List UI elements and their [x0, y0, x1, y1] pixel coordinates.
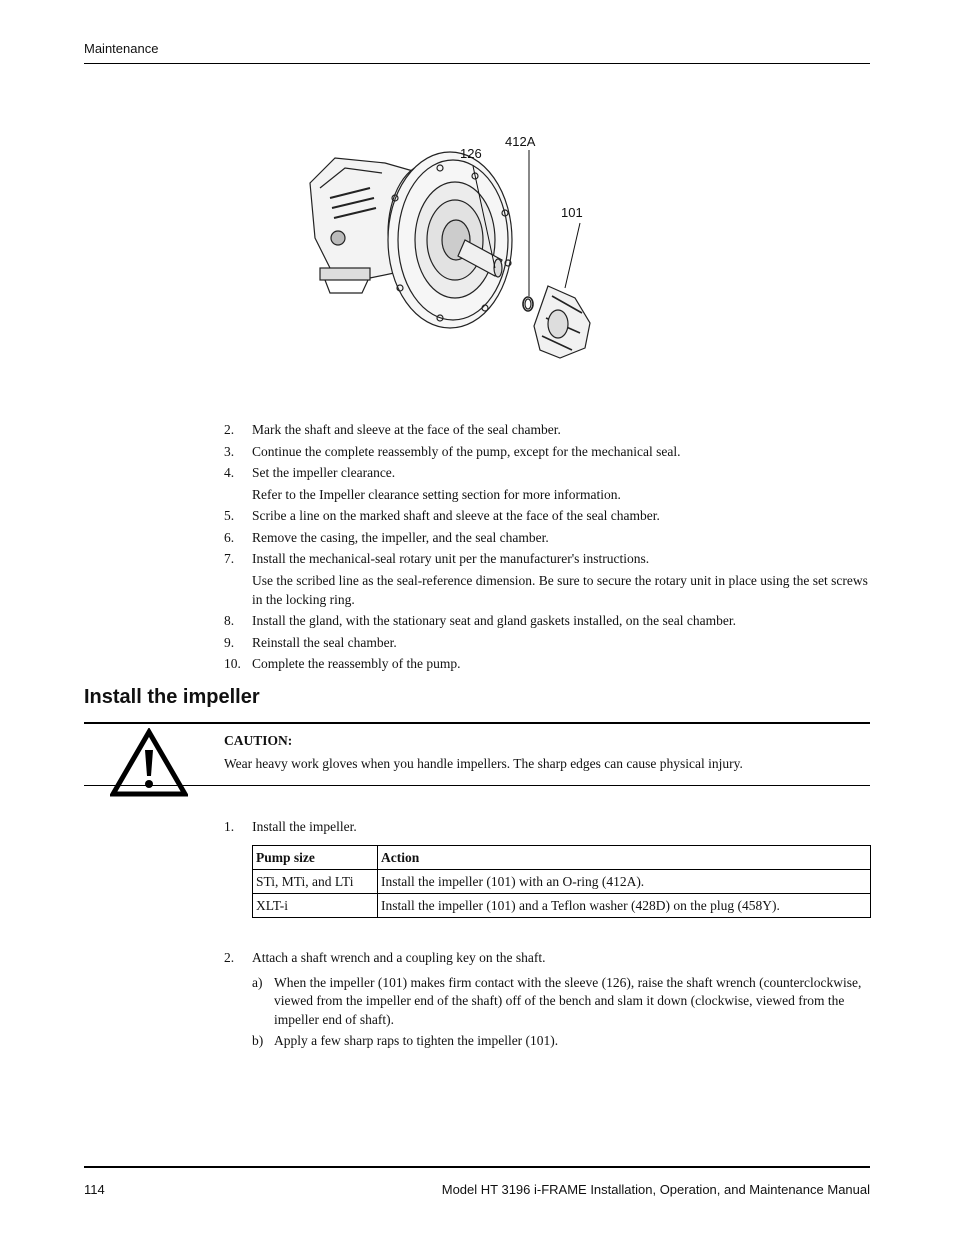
- pump-size-table: [252, 845, 871, 918]
- reassembly-steps: [224, 420, 870, 676]
- list-item: 6. Remove the casing, the impeller, and the seal chamber.: [224, 529, 549, 545]
- step-note: Refer to the Impeller clearance setting section for more information.: [252, 486, 621, 502]
- list-item: 9. Reinstall the seal chamber.: [224, 634, 397, 650]
- list-item: 2. Mark the shaft and sleeve at the face of the seal chamber.: [224, 422, 561, 437]
- caution-label: CAUTION:: [224, 733, 293, 748]
- impeller-steps: [224, 949, 870, 1053]
- list-item: 8. Install the gland, with the stationary seat and gland gaskets installed, on the seal chamber.: [224, 613, 736, 628]
- list-item: 5. Scribe a line on the marked shaft and sleeve at the face of the seal chamber.: [224, 508, 660, 523]
- list-item: 3. Continue the complete reassembly of the pump, except for the mechanical seal.: [224, 443, 681, 459]
- table-cell: XLT-i: [253, 894, 378, 918]
- pump-figure: [290, 128, 610, 368]
- step-note: Use the scribed line as the seal-reference dimension. Be sure to secure the rotary unit in place using the set screws in the locking ring.: [252, 572, 868, 607]
- callout-126: 126: [460, 146, 482, 161]
- list-item: 2. Attach a shaft wrench and a coupling key on the shaft.: [224, 950, 546, 965]
- manual-title: Model HT 3196 i-FRAME Installation, Operation, and Maintenance Manual: [441, 1182, 870, 1197]
- section-title: Install the impeller: [84, 686, 260, 708]
- page-number: 114: [84, 1182, 105, 1197]
- callout-101: 101: [561, 205, 583, 220]
- list-item: b) Apply a few sharp raps to tighten the impeller (101).: [252, 1032, 559, 1048]
- column-header: Pump size: [253, 846, 378, 870]
- caution-text: Wear heavy work gloves when you handle impellers. The sharp edges can cause physical injury.: [224, 756, 743, 771]
- callout-412a: 412A: [505, 134, 536, 149]
- caution-top-rule: [84, 722, 870, 724]
- table-cell: STi, MTi, and LTi: [253, 870, 378, 894]
- running-header: Maintenance: [84, 41, 159, 56]
- table-header-row: [253, 846, 871, 870]
- caution-bottom-rule: [84, 785, 870, 786]
- list-item: 1. Install the impeller.: [224, 819, 357, 834]
- table-cell: Install the impeller (101) with an O-ring (412A).: [378, 870, 871, 894]
- list-item: 4. Set the impeller clearance.: [224, 465, 396, 480]
- list-item: 7. Install the mechanical-seal rotary unit per the manufacturer's instructions.: [224, 551, 650, 566]
- pump-exploded-illustration: [290, 128, 610, 368]
- table-row: [253, 870, 871, 894]
- footer-rule: [84, 1166, 870, 1168]
- header-rule: [84, 63, 870, 64]
- list-item: a) When the impeller (101) makes firm contact with the sleeve (126), raise the shaft wrench (counterclockwise, viewed from the impeller end of the shaft) off of the bench and slam it down (clockwise, viewed from the impeller end of shaft).: [252, 974, 862, 1027]
- list-item: 10. Complete the reassembly of the pump.: [224, 656, 461, 671]
- table-row: [253, 894, 871, 918]
- warning-triangle-icon: [110, 728, 188, 798]
- column-header: Action: [378, 846, 871, 870]
- table-cell: Install the impeller (101) and a Teflon washer (428D) on the plug (458Y).: [378, 894, 871, 918]
